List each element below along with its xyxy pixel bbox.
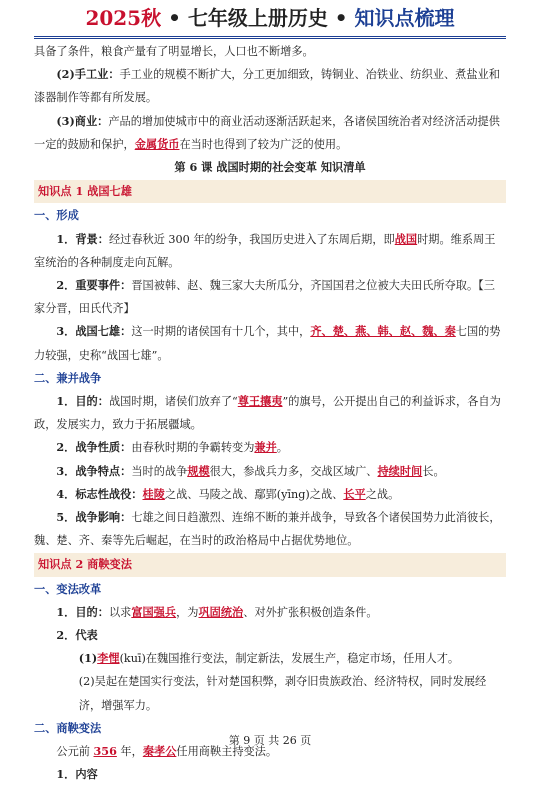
paragraph: (2)吴起在楚国实行变法，针对楚国积弊，剥夺旧贵族政治、经济特权，同时发展经济，增强军力。 bbox=[78, 675, 487, 712]
paragraph bbox=[34, 647, 506, 670]
paragraph bbox=[34, 460, 506, 483]
item-text: 由春秋时期的争霸转变为 bbox=[131, 441, 255, 455]
item-label: 4．标志性战役： bbox=[56, 486, 143, 501]
item-text: 公元前 bbox=[56, 745, 94, 759]
paragraph bbox=[34, 390, 506, 436]
item-label: 2．战争性质： bbox=[56, 440, 132, 455]
item-text: 产品的增加使城市中的商业活动逐渐活跃起来，各诸侯国统治者对经济活动提供一定的鼓励和保护， bbox=[34, 114, 500, 151]
item-text: 战国时期，诸侯们放弃了“ bbox=[108, 395, 238, 409]
key-term: 桂陵 bbox=[142, 486, 165, 501]
item-text: 在当时也得到了较为广泛的使用。 bbox=[179, 137, 348, 151]
item-text: 晋国被韩、赵、魏三家大夫所瓜分，齐国国君之位被大夫田氏所夺取。【三家分晋，田氏代齐】 bbox=[34, 279, 495, 316]
item-text: 当时的战争 bbox=[131, 464, 188, 478]
item-label: (2)手工业： bbox=[56, 67, 120, 82]
item-text: 七国的势力较强，史称“战国七雄”。 bbox=[34, 325, 501, 362]
item-text: ”的旗号，公开提出自己的利益诉求，各自为政，发展实力，致力于拓展疆域。 bbox=[34, 395, 501, 432]
paragraph bbox=[34, 436, 506, 459]
item-text: ，为 bbox=[176, 605, 199, 619]
item-text: 之战、马陵之战、鄢郢(yīng)之战、 bbox=[164, 487, 344, 501]
key-term: 规模 bbox=[187, 463, 210, 478]
header-course: 七年级上册历史 bbox=[187, 6, 328, 30]
item-label: 3．战国七雄： bbox=[56, 324, 132, 339]
item-text: 。 bbox=[276, 441, 288, 455]
paragraph bbox=[34, 110, 506, 156]
key-term: 李悝 bbox=[97, 651, 120, 666]
item-label: (1) bbox=[78, 651, 98, 666]
lesson-title: 第 6 课 战国时期的社会变革 知识清单 bbox=[174, 160, 366, 175]
item-text: 长。 bbox=[422, 464, 445, 478]
item-label: (3)商业： bbox=[56, 113, 109, 128]
section-heading: 二、兼并战争 bbox=[34, 370, 102, 385]
section-heading: 一、变法改革 bbox=[34, 581, 102, 596]
paragraph bbox=[34, 624, 506, 647]
paragraph bbox=[34, 506, 506, 552]
key-term: 富国强兵 bbox=[131, 604, 177, 619]
key-term: 兼并 bbox=[254, 440, 277, 455]
key-term: 巩固统治 bbox=[198, 604, 244, 619]
paragraph bbox=[34, 601, 506, 624]
paragraph bbox=[34, 228, 506, 274]
item-text: 七雄之间日趋激烈、连绵不断的兼并战争，导致各个诸侯国势力此消彼长，魏、楚、齐、秦等先后崛起，在当时的政治格局中占据优势地位。 bbox=[34, 511, 501, 548]
page-footer: 第 9 页 共 26 页 bbox=[228, 734, 312, 747]
header-dot: • bbox=[161, 6, 188, 30]
item-label: 1．内容 bbox=[56, 767, 98, 782]
paragraph bbox=[34, 763, 506, 786]
header-topic: 知识点梳理 bbox=[354, 6, 455, 30]
section-heading: 一、形成 bbox=[34, 208, 79, 223]
header-rule bbox=[34, 36, 506, 37]
paragraph bbox=[34, 483, 506, 506]
item-text: 以求 bbox=[108, 605, 132, 619]
knowledge-point-heading: 知识点 1 战国七雄 bbox=[34, 180, 506, 203]
item-text: 手工业的规模不断扩大，分工更加细致，铸铜业、冶铁业、纺织业、煮盐业和漆器制作等都有所发展。 bbox=[34, 68, 500, 105]
item-text: 时期。维系周王室统治的各种制度走向瓦解。 bbox=[34, 232, 496, 269]
knowledge-point-heading: 知识点 2 商鞅变法 bbox=[34, 553, 506, 576]
item-label: 2．重要事件： bbox=[56, 278, 132, 293]
item-text: (kuī)在魏国推行变法，制定新法，发展生产，稳定市场，任用人才。 bbox=[119, 652, 460, 666]
key-term: 长平 bbox=[343, 486, 366, 501]
item-label: 1．目的： bbox=[56, 604, 109, 619]
header-dot: • bbox=[327, 6, 355, 30]
key-term: 战国 bbox=[394, 231, 418, 246]
item-label: 1．背景： bbox=[56, 231, 109, 246]
item-text: 很大，参战兵力多，交战区域广、 bbox=[209, 464, 378, 478]
item-text: 经过春秋近 300 年的纷争，我国历史进入了东周后期，即 bbox=[108, 232, 395, 246]
item-label: 3．战争特点： bbox=[56, 463, 132, 478]
key-term: 356 bbox=[93, 744, 117, 759]
item-text: 年， bbox=[116, 745, 143, 759]
header-term: 2025秋 bbox=[85, 6, 162, 30]
page-header bbox=[0, 4, 540, 32]
item-label: 5．战争影响： bbox=[56, 510, 132, 525]
paragraph bbox=[34, 274, 506, 320]
paragraph bbox=[34, 320, 506, 366]
key-term: 齐、楚、燕、韩、赵、魏、秦 bbox=[310, 324, 456, 339]
paragraph: 具备了条件，粮食产量有了明显增长，人口也不断增多。 bbox=[34, 45, 314, 58]
item-text: 这一时期的诸侯国有十几个，其中， bbox=[131, 325, 311, 339]
key-term: 持续时间 bbox=[377, 463, 423, 478]
item-text: 之战。 bbox=[365, 487, 400, 501]
key-term: 秦孝公 bbox=[142, 744, 177, 759]
section-heading: 二、商鞅变法 bbox=[34, 720, 102, 735]
item-text: 任用商鞅主持变法。 bbox=[176, 745, 278, 759]
key-term: 尊王攘夷 bbox=[237, 394, 283, 409]
item-label: 2．代表 bbox=[56, 628, 98, 643]
item-text: 、对外扩张积极创造条件。 bbox=[243, 605, 378, 619]
header-rule bbox=[34, 38, 506, 39]
paragraph bbox=[34, 63, 506, 109]
key-term: 金属货币 bbox=[134, 136, 180, 151]
item-label: 1．目的： bbox=[56, 394, 109, 409]
document-body bbox=[34, 40, 506, 786]
